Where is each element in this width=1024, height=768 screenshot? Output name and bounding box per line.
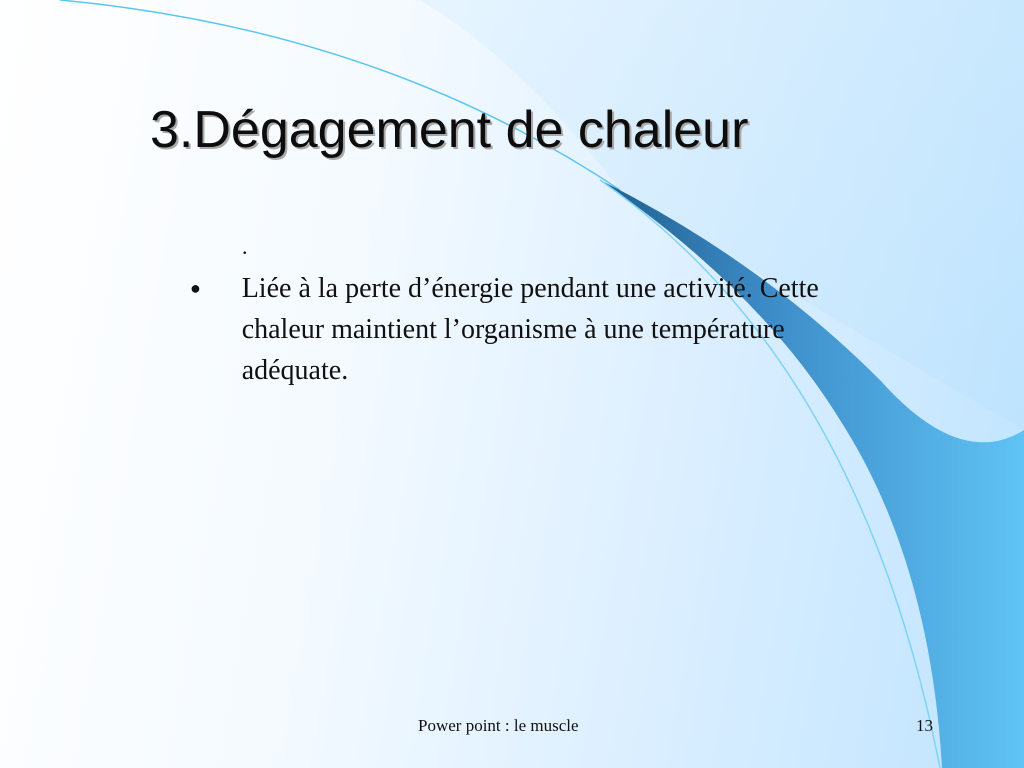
stray-dot: . — [242, 234, 248, 259]
slide-body — [188, 232, 878, 391]
bullet-text: Liée à la perte d’énergie pendant une activité. Cette chaleur maintient l’organisme à une température adéquate. — [241, 273, 819, 386]
bullet-item — [188, 268, 878, 391]
slide-title: 3.Dégagement de chaleur — [150, 101, 749, 159]
footer-text: Power point : le muscle — [418, 716, 579, 735]
page-number: 13 — [916, 716, 933, 735]
bullet-dot-icon: ● — [190, 278, 201, 298]
